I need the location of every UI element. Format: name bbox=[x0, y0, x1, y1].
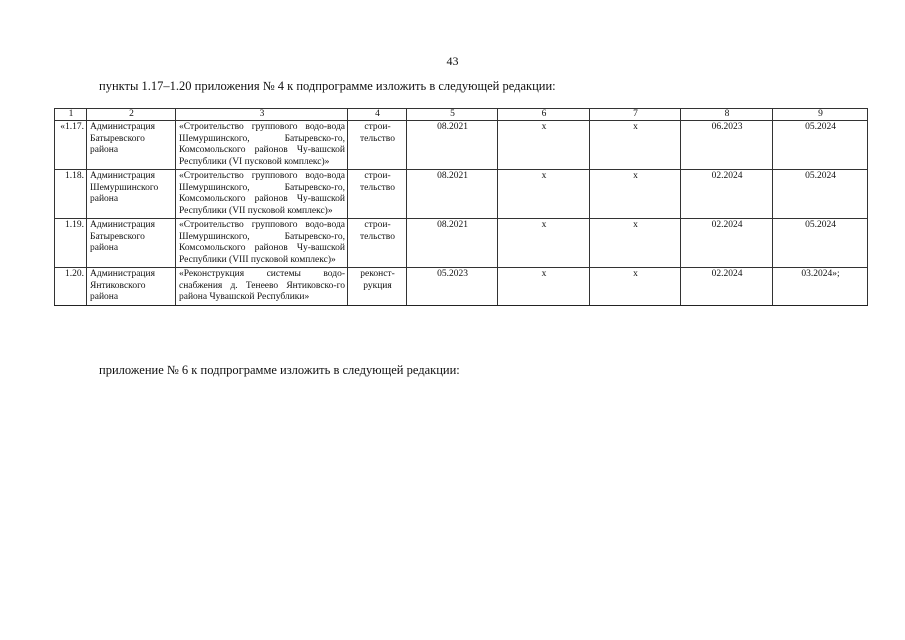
date-cell-col8: 06.2023 bbox=[681, 121, 773, 170]
table-header-cell: 6 bbox=[498, 109, 590, 121]
cell-col6: х bbox=[498, 121, 590, 170]
table-header-cell: 8 bbox=[681, 109, 773, 121]
table-row bbox=[55, 121, 868, 170]
date-cell-col8: 02.2024 bbox=[681, 219, 773, 268]
table-header-cell: 4 bbox=[348, 109, 407, 121]
work-type-cell: строи-тельство bbox=[348, 121, 407, 170]
closing-paragraph: приложение № 6 к подпрограмме изложить в следующей редакции: bbox=[99, 363, 460, 377]
cell-col6: х bbox=[498, 219, 590, 268]
date-cell-col9: 03.2024»; bbox=[773, 268, 868, 306]
date-cell-col9: 05.2024 bbox=[773, 219, 868, 268]
table-row bbox=[55, 219, 868, 268]
table-row bbox=[55, 170, 868, 219]
table-header-cell: 5 bbox=[407, 109, 498, 121]
table-header-cell: 3 bbox=[176, 109, 348, 121]
row-number-cell: 1.19. bbox=[55, 219, 87, 268]
administration-cell: Администрация Янтиковского района bbox=[87, 268, 176, 306]
date-cell-col5: 08.2021 bbox=[407, 170, 498, 219]
cell-col6: х bbox=[498, 268, 590, 306]
object-name-cell: «Строительство группового водо-вода Шемуршинского, Батыревско-го, Комсомольского районов Чу-вашской Республики (VII пусковой комплекс)» bbox=[176, 170, 348, 219]
date-cell-col5: 05.2023 bbox=[407, 268, 498, 306]
row-number-cell: «1.17. bbox=[55, 121, 87, 170]
date-cell-col8: 02.2024 bbox=[681, 170, 773, 219]
date-cell-col9: 05.2024 bbox=[773, 170, 868, 219]
administration-cell: Администрация Батыревского района bbox=[87, 121, 176, 170]
administration-cell: Администрация Батыревского района bbox=[87, 219, 176, 268]
administration-cell: Администрация Шемуршинского района bbox=[87, 170, 176, 219]
cell-col7: х bbox=[590, 170, 681, 219]
table-header-cell: 2 bbox=[87, 109, 176, 121]
row-number-cell: 1.18. bbox=[55, 170, 87, 219]
date-cell-col5: 08.2021 bbox=[407, 219, 498, 268]
page-number: 43 bbox=[446, 54, 459, 68]
cell-col6: х bbox=[498, 170, 590, 219]
table-row bbox=[55, 268, 868, 306]
work-type-cell: реконст-рукция bbox=[348, 268, 407, 306]
cell-col7: х bbox=[590, 268, 681, 306]
work-type-cell: строи-тельство bbox=[348, 219, 407, 268]
table-header-row bbox=[55, 109, 868, 121]
object-name-cell: «Строительство группового водо-вода Шемуршинского, Батыревско-го, Комсомольского районов Чу-вашской Республики (VIII пусковой комплекс)» bbox=[176, 219, 348, 268]
table-header-cell: 1 bbox=[55, 109, 87, 121]
date-cell-col8: 02.2024 bbox=[681, 268, 773, 306]
object-name-cell: «Строительство группового водо-вода Шемуршинского, Батыревско-го, Комсомольского районов Чу-вашской Республики (VI пусковой комплекс)» bbox=[176, 121, 348, 170]
cell-col7: х bbox=[590, 121, 681, 170]
intro-paragraph: пункты 1.17–1.20 приложения № 4 к подпрограмме изложить в следующей редакции: bbox=[99, 79, 556, 93]
date-cell-col9: 05.2024 bbox=[773, 121, 868, 170]
table-header-cell: 7 bbox=[590, 109, 681, 121]
schedule-table bbox=[54, 108, 868, 306]
work-type-cell: строи-тельство bbox=[348, 170, 407, 219]
object-name-cell: «Реконструкция системы водо-снабжения д. Тенеево Янтиковско-го района Чувашской Республики» bbox=[176, 268, 348, 306]
date-cell-col5: 08.2021 bbox=[407, 121, 498, 170]
row-number-cell: 1.20. bbox=[55, 268, 87, 306]
table-header-cell: 9 bbox=[773, 109, 868, 121]
cell-col7: х bbox=[590, 219, 681, 268]
